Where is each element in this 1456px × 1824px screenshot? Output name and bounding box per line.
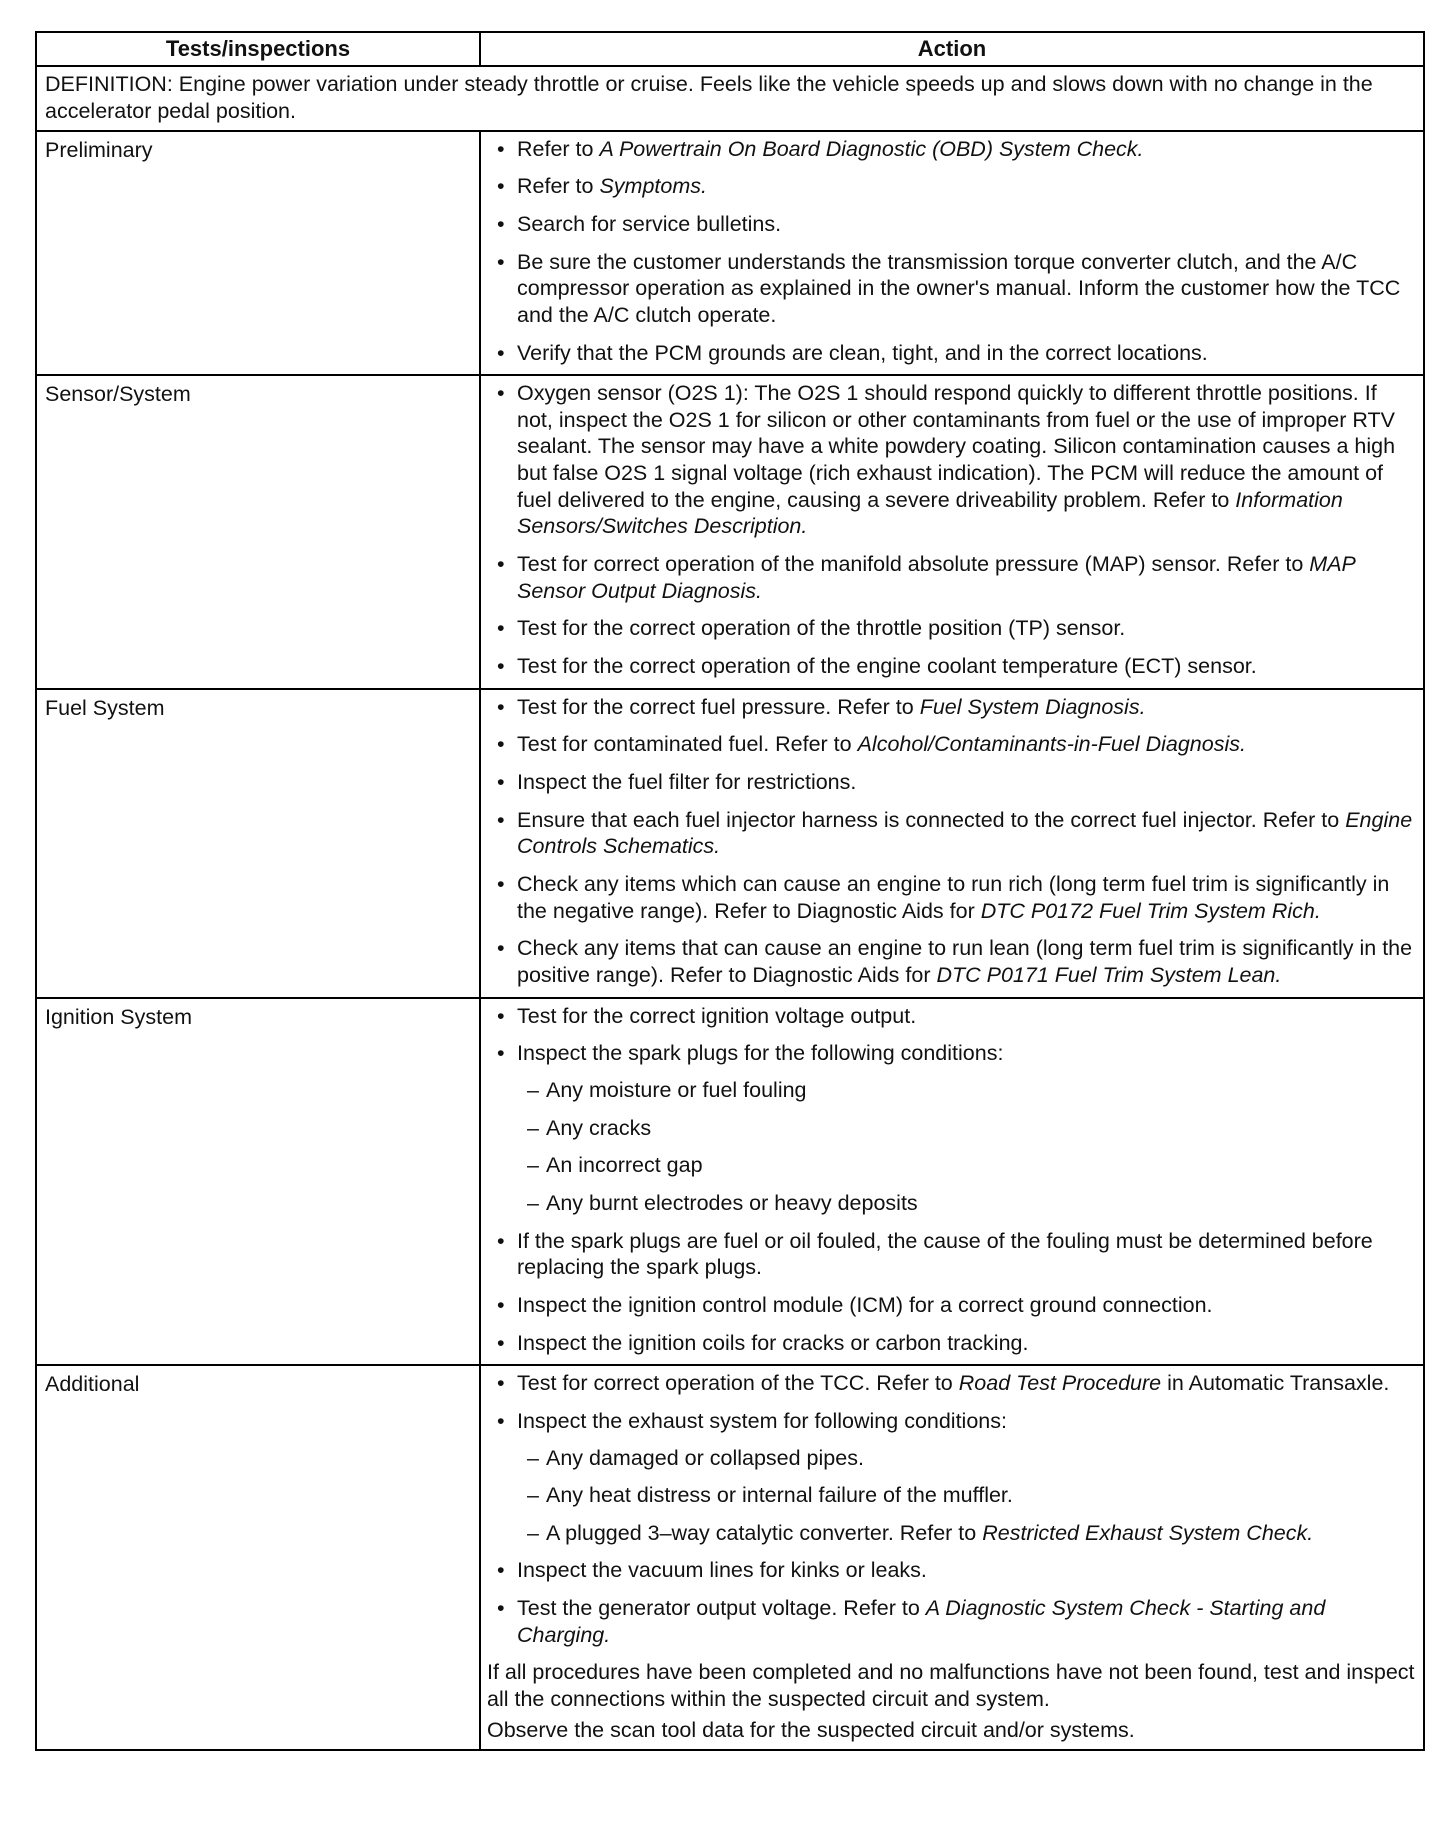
action-item-reference: Alcohol/Contaminants-in-Fuel Diagnosis. <box>857 732 1246 757</box>
action-item <box>497 871 1417 924</box>
action-item-text: Refer to <box>517 136 600 161</box>
sub-condition-reference: Restricted Exhaust System Check. <box>982 1520 1314 1545</box>
action-item-text: Test for contaminated fuel. Refer to <box>517 732 858 757</box>
section-row-sensor-system <box>36 375 1424 689</box>
sub-condition-text: Any cracks <box>546 1115 652 1140</box>
action-item-text: Verify that the PCM grounds are clean, tight, and in the correct locations. <box>517 340 1208 365</box>
action-item <box>497 551 1417 604</box>
action-item-text: Check any items which can cause an engine to run rich (long term fuel trim is significantly in the negative range). Refer to Diagnostic Aids for <box>517 872 1390 923</box>
sub-condition <box>527 1445 1417 1472</box>
action-item-text: Check any items that can cause an engine to run lean (long term fuel trim is significantly in the positive range). Refer to Diagnostic Aids for <box>517 936 1413 987</box>
action-item-text: Test for the correct operation of the engine coolant temperature (ECT) sensor. <box>517 654 1257 679</box>
action-item-reference: Symptoms. <box>599 174 707 199</box>
action-item-text: Search for service bulletins. <box>517 211 782 236</box>
action-item-text: Be sure the customer understands the transmission torque converter clutch, and the A/C compressor operation as explained in the owner's manual. Inform the customer how the TCC and the A/C clutch operate. <box>517 249 1401 327</box>
action-item-text: Inspect the exhaust system for following conditions: <box>517 1408 1007 1433</box>
action-item-text: Inspect the ignition control module (ICM) for a correct ground connection. <box>517 1292 1213 1317</box>
action-item <box>497 1228 1417 1281</box>
section-row-ignition-system <box>36 998 1424 1366</box>
action-item-reference: DTC P0172 Fuel Trim System Rich. <box>980 898 1321 923</box>
sub-condition-list <box>517 1445 1417 1547</box>
action-item <box>497 136 1417 163</box>
action-item-text: Inspect the vacuum lines for kinks or leaks. <box>517 1558 927 1583</box>
sub-condition-text: Any moisture or fuel fouling <box>546 1077 807 1102</box>
action-item <box>497 1292 1417 1319</box>
action-item-text: Inspect the ignition coils for cracks or carbon tracking. <box>517 1330 1029 1355</box>
action-item-text: Test for the correct ignition voltage output. <box>517 1003 917 1028</box>
action-item-reference: Engine Controls Schematics. <box>517 807 1413 859</box>
section-actions <box>480 131 1424 376</box>
header-row <box>36 32 1424 66</box>
sub-condition <box>527 1190 1417 1217</box>
section-note: Observe the scan tool data for the suspected circuit and/or systems. <box>487 1717 1135 1742</box>
action-item <box>497 173 1417 200</box>
sub-condition <box>527 1115 1417 1142</box>
action-item <box>497 380 1417 540</box>
action-item-reference: Information Sensors/Switches Description. <box>517 487 1343 539</box>
action-item-text: Inspect the spark plugs for the following conditions: <box>517 1041 1004 1066</box>
diagnostic-table <box>35 31 1425 1751</box>
header-tests-inspections: Tests/inspections <box>36 32 480 66</box>
action-item <box>497 694 1417 721</box>
section-row-preliminary <box>36 131 1424 376</box>
action-item-reference: MAP Sensor Output Diagnosis. <box>517 552 1356 603</box>
action-item-text: Test for the correct operation of the throttle position (TP) sensor. <box>517 616 1126 641</box>
action-item-reference: DTC P0171 Fuel Trim System Lean. <box>936 962 1282 987</box>
action-item-text: Oxygen sensor (O2S 1): The O2S 1 should respond quickly to different throttle positions. If not, inspect the O2S 1 for silicon or other contaminants from fuel or the use of improper RTV sealant. The sensor may have a white powdery coating. Silicon contamination causes a high but false O2S 1 signal voltage (rich exhaust indication). The PCM will reduce the amount of fuel delivered to the engine, causing a severe driveability problem. Refer to <box>517 381 1396 512</box>
section-label: Fuel System <box>36 689 480 998</box>
action-item <box>497 1040 1417 1216</box>
sub-condition <box>527 1482 1417 1509</box>
action-list <box>497 380 1417 680</box>
action-item <box>497 769 1417 796</box>
sub-condition <box>527 1077 1417 1104</box>
action-item-text-after: in Automatic Transaxle. <box>1161 1371 1390 1396</box>
sub-condition-list <box>517 1077 1417 1217</box>
sub-condition-text: An incorrect gap <box>546 1153 703 1178</box>
action-item <box>497 615 1417 642</box>
section-actions <box>480 689 1424 998</box>
action-item-text: Test for the correct fuel pressure. Refer to <box>517 694 920 719</box>
action-item <box>497 1003 1417 1030</box>
action-item-text: Inspect the fuel filter for restrictions. <box>517 770 857 795</box>
action-list <box>497 1003 1417 1357</box>
action-item-text: Ensure that each fuel injector harness is connected to the correct fuel injector. Refer to <box>517 807 1346 832</box>
action-item-reference: Fuel System Diagnosis. <box>919 694 1146 719</box>
action-item-text: Test for correct operation of the manifold absolute pressure (MAP) sensor. Refer to <box>517 552 1310 577</box>
action-item <box>497 1595 1417 1648</box>
action-item <box>497 1557 1417 1584</box>
section-row-additional <box>36 1365 1424 1750</box>
action-item <box>497 211 1417 238</box>
action-item-text: Refer to <box>517 174 600 199</box>
sub-condition <box>527 1152 1417 1179</box>
section-note: If all procedures have been completed and no malfunctions have not been found, test and inspect all the connections within the suspected circuit and system. <box>487 1660 1415 1712</box>
header-action: Action <box>480 32 1424 66</box>
action-item <box>497 731 1417 758</box>
action-item-reference: A Diagnostic System Check - Starting and Charging. <box>517 1596 1326 1647</box>
action-item <box>497 1330 1417 1357</box>
sub-condition-text: Any damaged or collapsed pipes. <box>546 1445 864 1470</box>
action-item <box>497 807 1417 860</box>
action-list <box>497 1370 1417 1648</box>
action-item-text: Test the generator output voltage. Refer to <box>517 1596 926 1621</box>
section-label: Preliminary <box>36 131 480 376</box>
sub-condition-text: Any burnt electrodes or heavy deposits <box>546 1190 918 1215</box>
action-item-text: If the spark plugs are fuel or oil fouled, the cause of the fouling must be determined before replacing the spark plugs. <box>517 1228 1373 1280</box>
section-label: Additional <box>36 1365 480 1750</box>
action-item <box>497 935 1417 988</box>
action-list <box>497 136 1417 367</box>
section-row-fuel-system <box>36 689 1424 998</box>
sub-condition <box>527 1520 1417 1547</box>
definition-text: DEFINITION: Engine power variation under steady throttle or cruise. Feels like the vehicle speeds up and slows down with no change in the accelerator pedal position. <box>36 66 1424 130</box>
action-item-text: Test for correct operation of the TCC. Refer to <box>517 1371 959 1396</box>
action-item <box>497 653 1417 680</box>
action-item <box>497 1408 1417 1547</box>
section-label: Ignition System <box>36 998 480 1366</box>
action-item-reference: Road Test Procedure <box>958 1371 1162 1396</box>
action-item <box>497 340 1417 367</box>
sub-condition-text: Any heat distress or internal failure of the muffler. <box>546 1483 1013 1508</box>
section-actions <box>480 375 1424 689</box>
section-actions <box>480 998 1424 1366</box>
definition-row <box>36 66 1424 130</box>
section-actions <box>480 1365 1424 1750</box>
sub-condition-text: A plugged 3–way catalytic converter. Refer to <box>546 1520 983 1545</box>
action-item-reference: A Powertrain On Board Diagnostic (OBD) System Check. <box>599 136 1144 161</box>
action-item <box>497 249 1417 329</box>
action-item <box>497 1370 1417 1397</box>
section-label: Sensor/System <box>36 375 480 689</box>
action-list <box>497 694 1417 989</box>
